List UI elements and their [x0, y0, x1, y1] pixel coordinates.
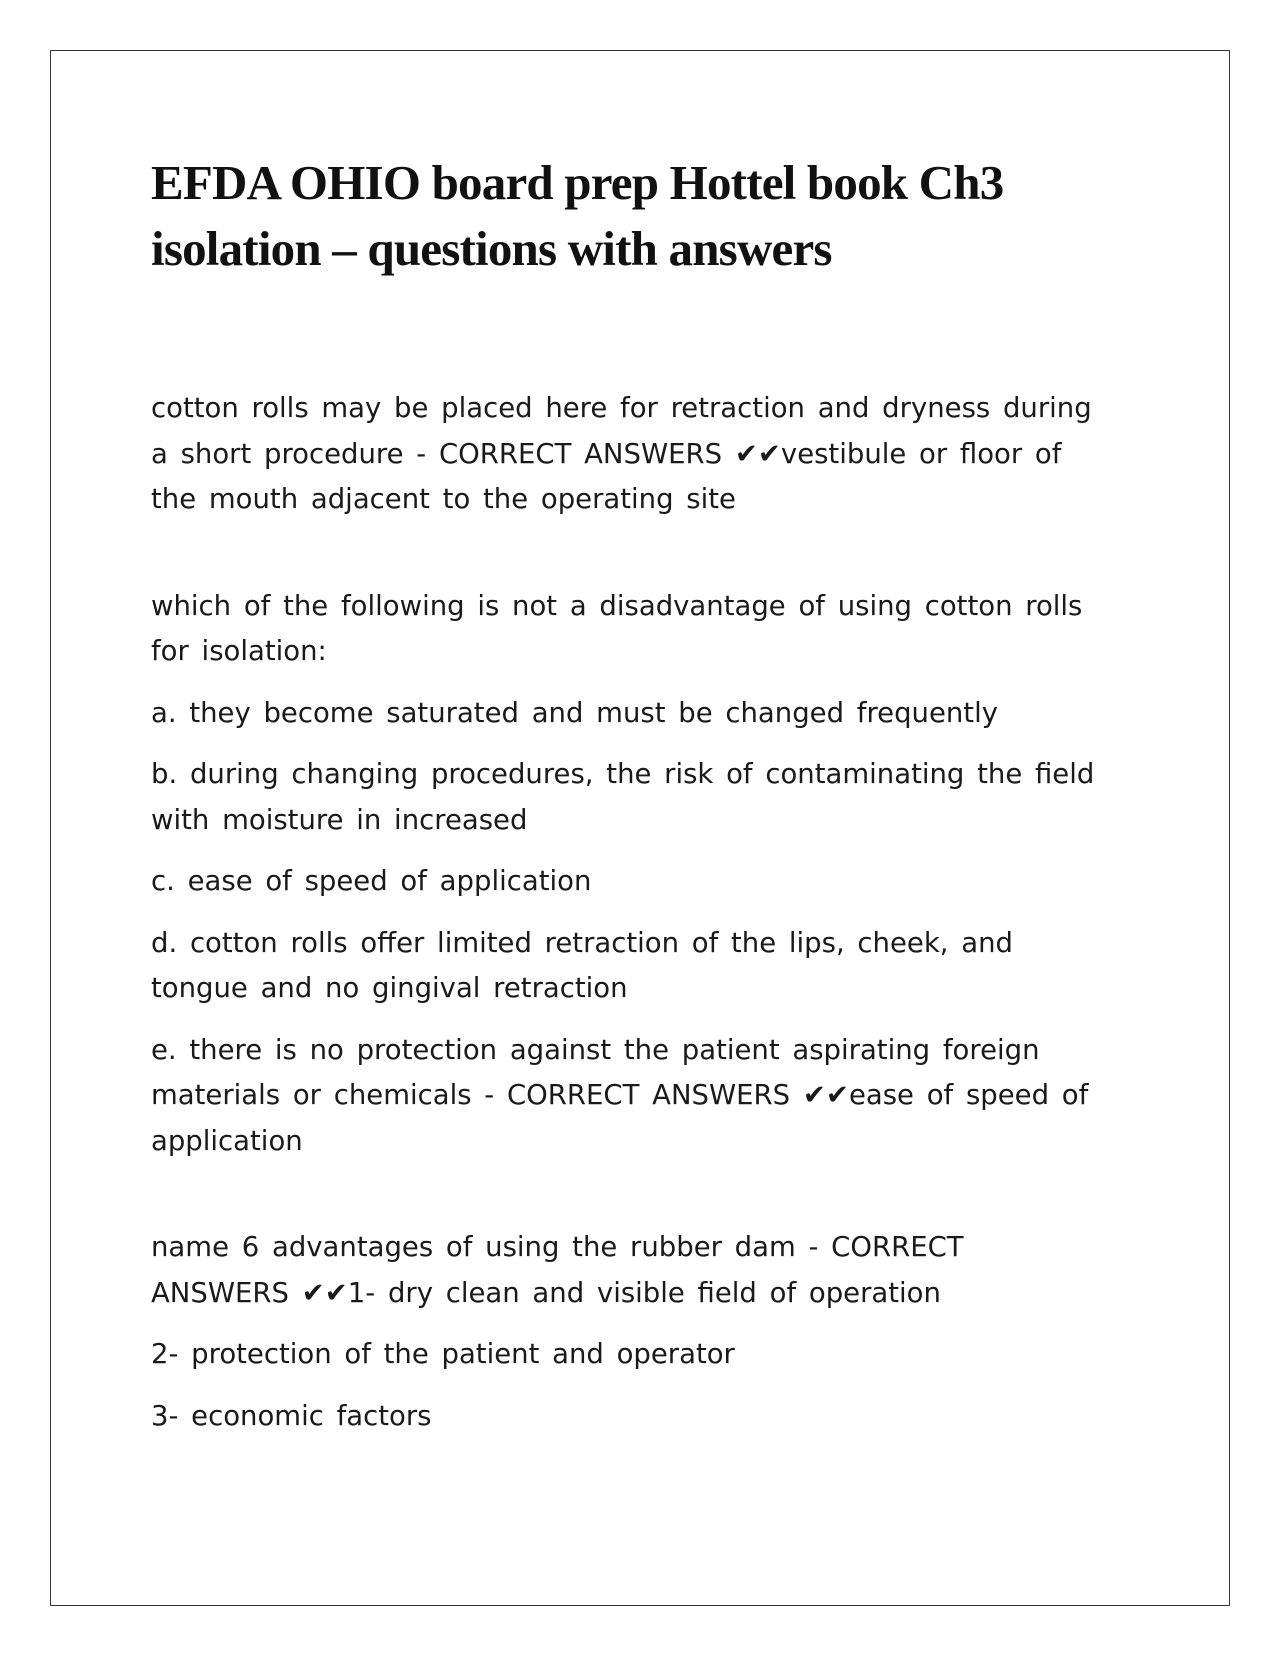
question-3-stem: name 6 advantages of using the rubber dam - CORRECT ANSWERS ✔✔1- dry clean and visible field of operation — [151, 1231, 964, 1309]
question-2-option-d: d. cotton rolls offer limited retraction of the lips, cheek, and tongue and no gingival retraction — [151, 926, 1013, 1004]
question-2-option-e-answer: e. there is no protection against the patient aspirating foreign materials or chemicals - CORRECT ANSWERS ✔✔ease of speed of application — [151, 1033, 1089, 1157]
question-2-option-b: b. during changing procedures, the risk of contaminating the field with moisture in increased — [151, 758, 1095, 836]
title-line-2: isolation – questions with answers — [151, 221, 832, 276]
document-title — [151, 150, 1111, 282]
question-2-option-a: a. they become saturated and must be changed frequently — [151, 696, 998, 729]
question-2-stem: which of the following is not a disadvantage of using cotton rolls for isolation: — [151, 589, 1083, 667]
question-1: cotton rolls may be placed here for retraction and dryness during a short procedure - CORRECT ANSWERS ✔✔vestibule or floor of the mouth adjacent to the operating site — [151, 392, 1092, 515]
question-3-item-2: 2- protection of the patient and operator — [151, 1338, 735, 1370]
question-2-option-c: c. ease of speed of application — [151, 865, 592, 897]
question-3-item-3: 3- economic factors — [151, 1399, 432, 1432]
document-content — [151, 150, 1111, 1439]
title-line-1: EFDA OHIO board prep Hottel book Ch3 — [151, 155, 1004, 210]
